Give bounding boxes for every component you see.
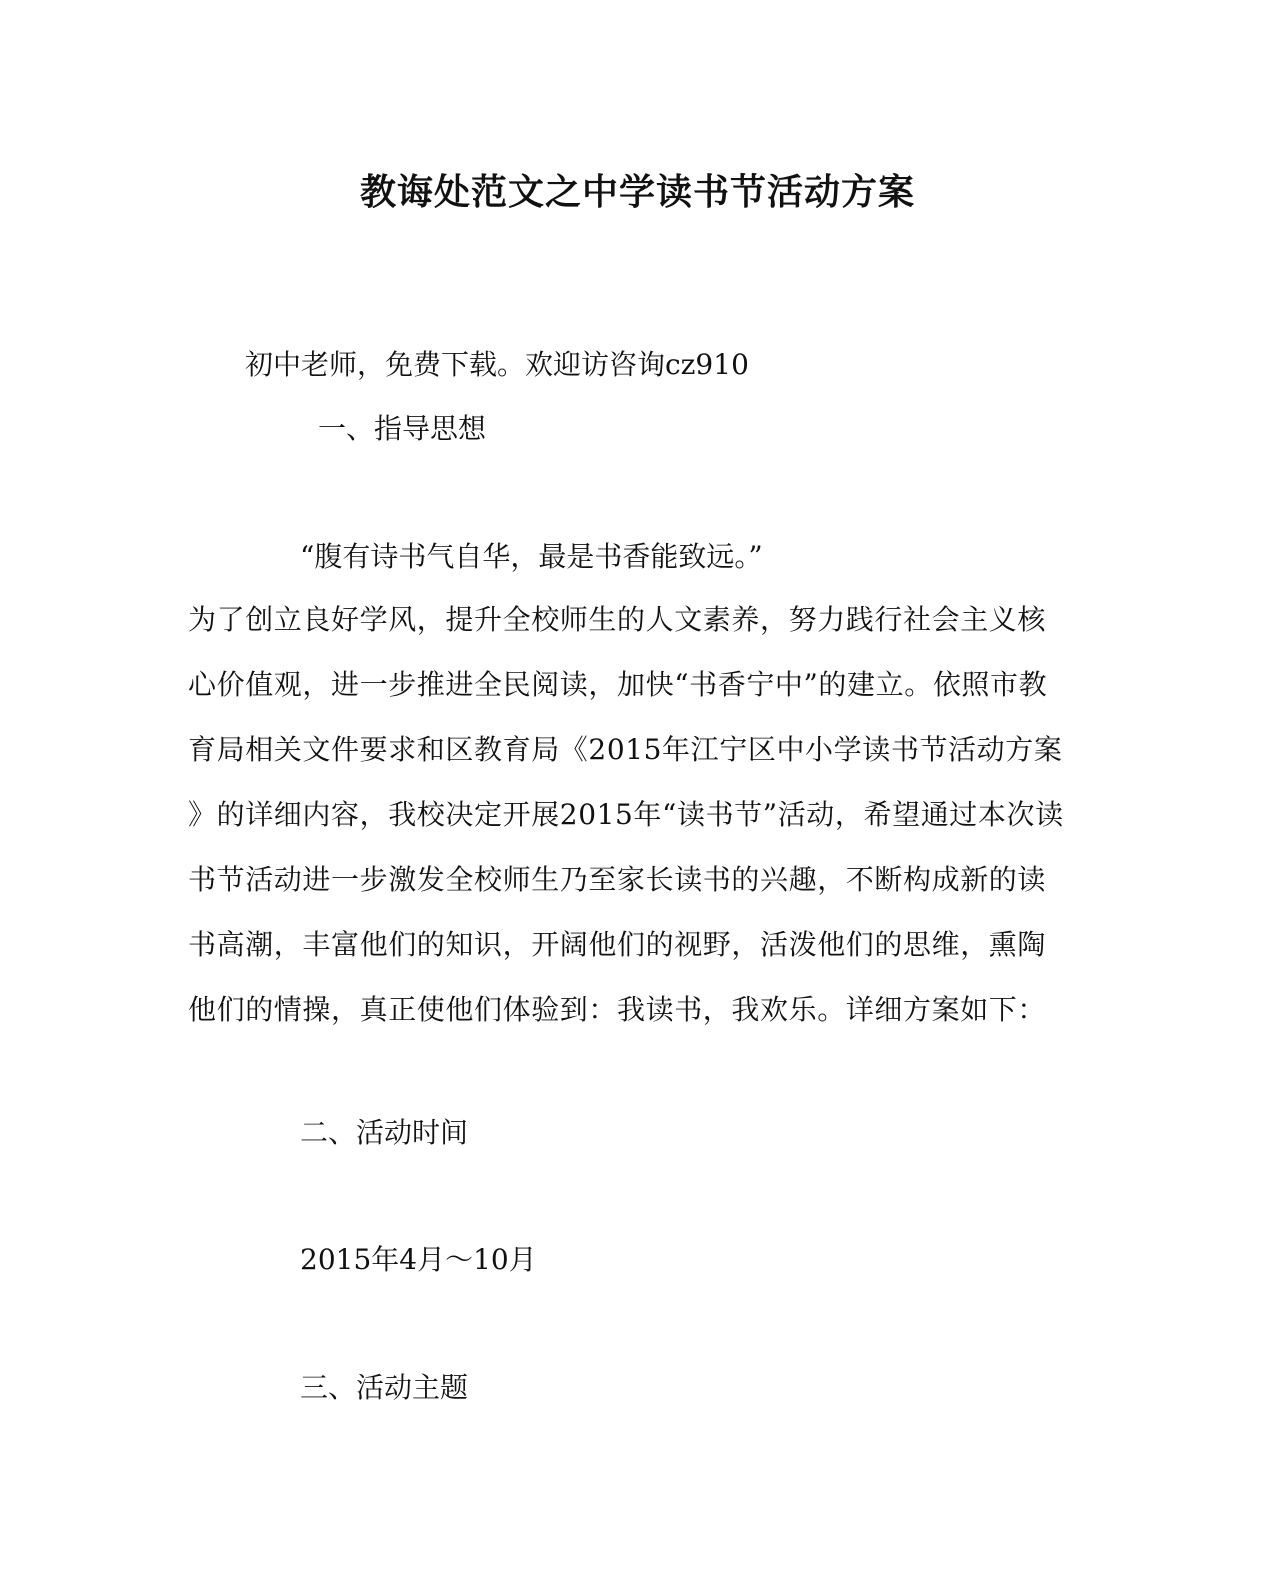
activity-date: 2015年4月～10月 xyxy=(300,1243,537,1276)
download-note: 初中老师，免费下载。欢迎访咨询cz910 xyxy=(245,348,749,381)
paragraph-line: 他们的情操，真正使他们体验到：我读书，我欢乐。详细方案如下： xyxy=(188,993,1047,1026)
paragraph-line: 为了创立良好学风，提升全校师生的人文素养，努力践行社会主义核 xyxy=(188,603,1047,636)
document-title: 教诲处范文之中学读书节活动方案 xyxy=(359,171,915,213)
paragraph-line: 书高潮，丰富他们的知识，开阔他们的视野，活泼他们的思维，熏陶 xyxy=(188,928,1047,961)
section-heading-guiding-thought: 一、指导思想 xyxy=(318,412,487,445)
section-heading-activity-theme: 三、活动主题 xyxy=(300,1371,469,1404)
quote-line: “腹有诗书气自华，最是书香能致远。” xyxy=(300,540,763,573)
paragraph-line: 心价值观，进一步推进全民阅读，加快“书香宁中”的建立。依照市教 xyxy=(188,668,1048,701)
paragraph-line: 育局相关文件要求和区教育局《2015年江宁区中小学读书节活动方案 xyxy=(188,733,1063,766)
body-paragraph xyxy=(188,600,1064,1055)
paragraph-line: 》的详细内容，我校决定开展2015年“读书节”活动，希望通过本次读 xyxy=(188,798,1064,831)
paragraph-line: 书节活动进一步激发全校师生乃至家长读书的兴趣，不断构成新的读 xyxy=(188,863,1047,896)
section-heading-activity-time: 二、活动时间 xyxy=(300,1116,469,1149)
